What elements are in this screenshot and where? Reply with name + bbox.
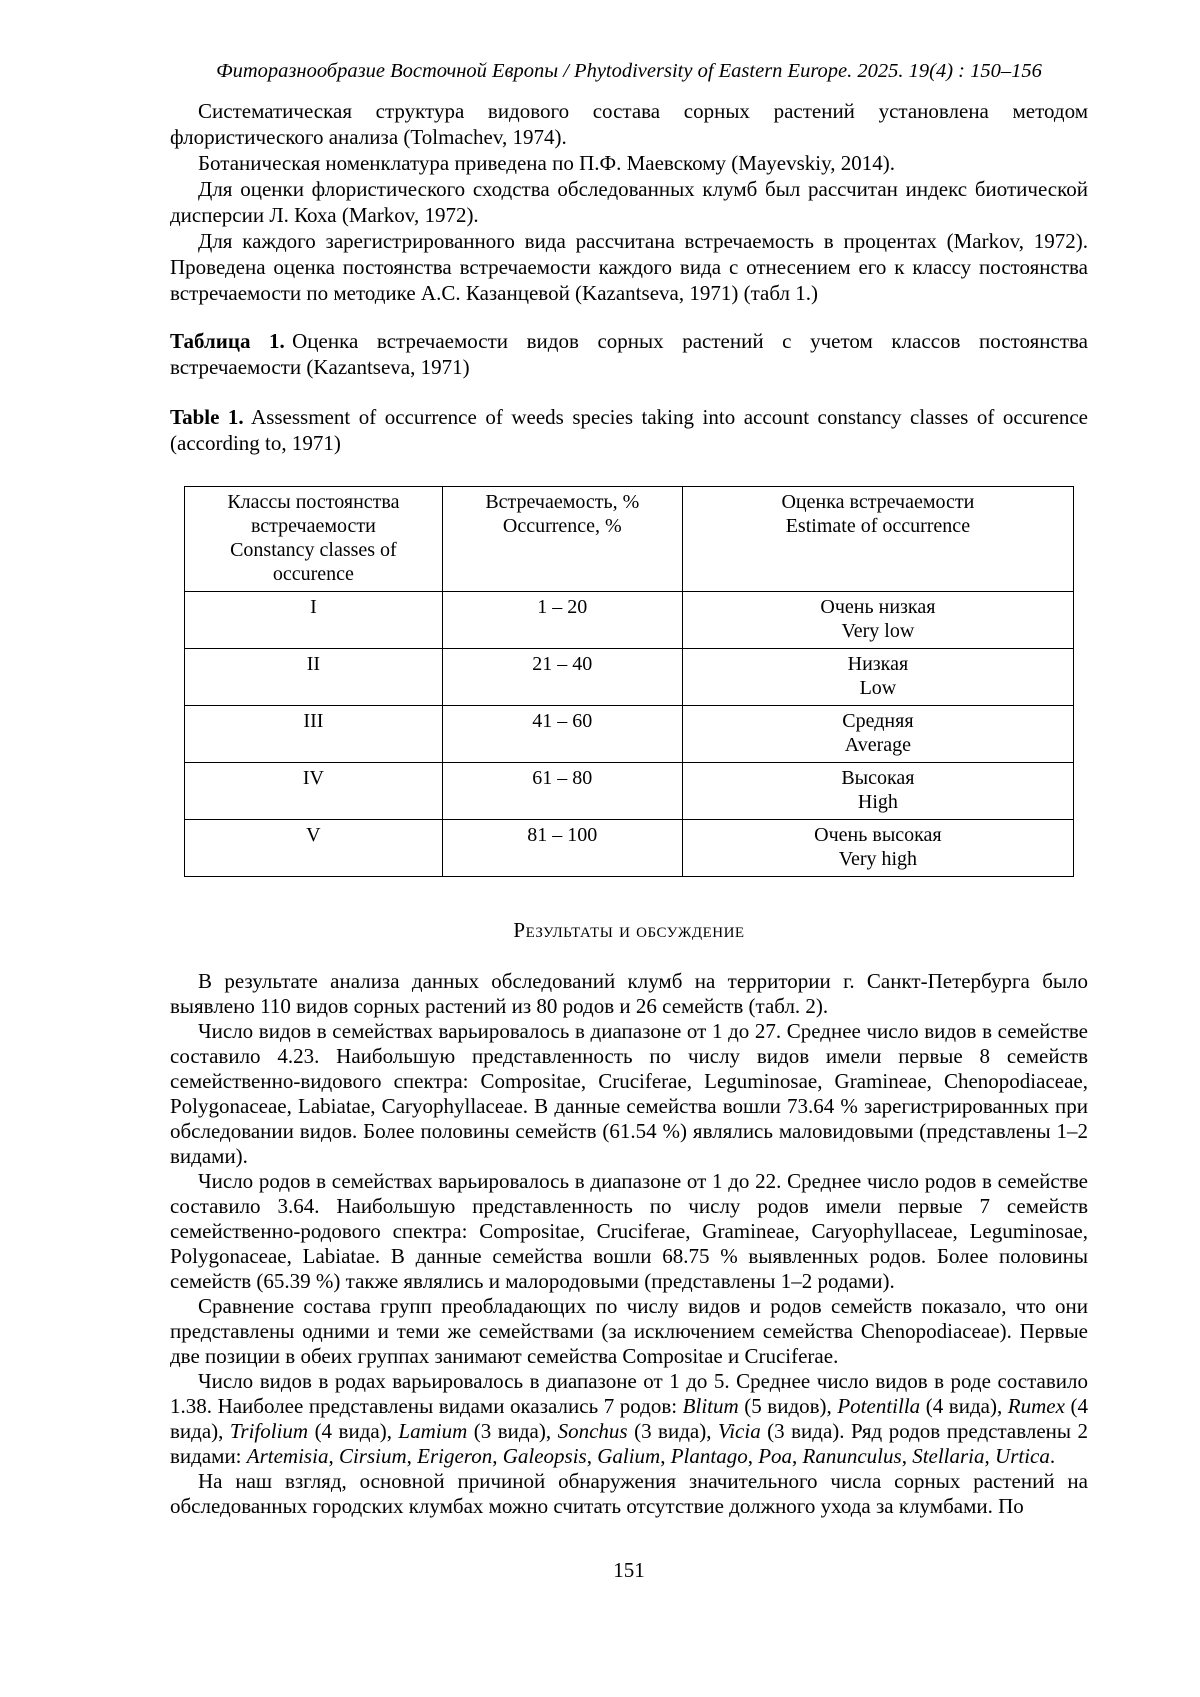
estimate-cell [682, 763, 1073, 820]
estimate-en: Average [844, 734, 912, 756]
estimate-cell [682, 820, 1073, 877]
header-estimate-ru: Оценка встречаемости [781, 491, 975, 513]
table-caption-ru-text: Оценка встречаемости видов сорных растений с учетом классов постоянства встречаемости (Kazantseva, 1971) [170, 329, 1088, 379]
header-constancy-classes-en: Constancy classes of occurence [230, 539, 397, 585]
estimate-ru: Очень высокая [814, 824, 942, 846]
paragraph-genera-per-family: Число родов в семействах варьировалось в диапазоне от 1 до 22. Среднее число родов в семействе составило 3.64. Наибольшую представленность по числу родов имели первые 7 семейств семейственно-родового спектра: Compositae, Cruciferae, Gramineae, Caryophyllaceae, Leguminosae, Polygonaceae, Labiatae. В данные семейства вошли 68.75 % выявленных родов. Более половины семейств (65.39 %) также являлись и малородовыми (представлены 1–2 родами). [170, 1169, 1088, 1293]
paragraph-species-per-family: Число видов в семействах варьировалось в диапазоне от 1 до 27. Среднее число видов в семействе составило 4.23. Наибольшую представленность по числу видов имели первые 8 семейств семейственно-видового спектра: Compositae, Cruciferae, Leguminosae, Gramineae, Chenopodiaceae, Polygonaceae, Labiatae, Caryophyllaceae. В данные семейства вошли 73.64 % зарегистрированных при обследовании видов. Более половины семейств (61.54 %) являлись маловидовыми (представлены 1–2 видами). [170, 1019, 1088, 1168]
estimate-cell [682, 706, 1073, 763]
table-row [185, 706, 1074, 763]
occurrence-range: 41 – 60 [442, 706, 682, 763]
table-header-row [185, 487, 1074, 592]
occurrence-range: 21 – 40 [442, 649, 682, 706]
running-head: Фиторазнообразие Восточной Европы / Phytodiversity of Eastern Europe. 2025. 19(4) : 150–156 [216, 60, 1042, 82]
estimate-ru: Очень низкая [820, 596, 936, 618]
paragraph-species-per-genus: Число видов в родах варьировалось в диапазоне от 1 до 5. Среднее число видов в роде составило 1.38. Наиболее представлены видами оказались 7 родов: Blitum (5 видов), Potentilla (4 вида), Rumex (4 вида), Trifolium (4 вида), Lamium (3 вида), Sonchus (3 вида), Vicia (3 вида). Ряд родов представлены 2 видами: Artemisia, Cirsium, Erigeron, Galeopsis, Galium, Plantago, Poa, Ranunculus, Stellaria, Urtica. [170, 1369, 1088, 1468]
paragraph-floristic-similarity: Для оценки флористического сходства обследованных клумб был рассчитан индекс биотической дисперсии Л. Коха (Markov, 1972). [170, 177, 1088, 227]
table-row [185, 763, 1074, 820]
header-occurrence-percent-en: Occurrence, % [502, 515, 622, 537]
class-label: II [185, 649, 443, 706]
table-caption-ru-label: Таблица 1. [170, 329, 285, 353]
table-caption-ru [170, 328, 1088, 380]
table-row [185, 592, 1074, 649]
paragraph-analysis-summary: В результате анализа данных обследований клумб на территории г. Санкт-Петербурга было выявлено 110 видов сорных растений из 80 родов и 26 семейств (табл. 2). [170, 969, 1088, 1018]
estimate-en: Low [859, 677, 897, 699]
table-caption-en [170, 404, 1088, 456]
occurrence-range: 1 – 20 [442, 592, 682, 649]
class-label: IV [185, 763, 443, 820]
header-occurrence-percent-ru: Встречаемость, % [485, 491, 640, 513]
class-label: III [185, 706, 443, 763]
class-label: I [185, 592, 443, 649]
paragraph-group-comparison: Сравнение состава групп преобладающих по числу видов и родов семейств показало, что они представлены одними и теми же семействами (за исключением семейства Chenopodiaceae). Первые две позиции в обеих группах занимают семейства Compositae и Cruciferae. [170, 1294, 1088, 1368]
table-row [185, 820, 1074, 877]
occurrence-range: 81 – 100 [442, 820, 682, 877]
occurrence-range: 61 – 80 [442, 763, 682, 820]
header-estimate-en: Estimate of occurrence [785, 515, 971, 537]
header-constancy-classes-ru: Классы постоянства встречаемости [227, 491, 400, 537]
section-heading-results: Результаты и обсуждение [513, 918, 745, 942]
header-constancy-classes [185, 487, 443, 592]
results-section [170, 917, 1088, 1519]
class-label: V [185, 820, 443, 877]
header-occurrence-percent [442, 487, 682, 592]
constancy-classes-table [184, 486, 1074, 877]
table-caption-en-label: Table 1. [170, 405, 244, 429]
table-caption-en-text: Assessment of occurrence of weeds species taking into account constancy classes of occurence (according to, 1971) [170, 405, 1088, 455]
table-row [185, 649, 1074, 706]
paragraph-nomenclature: Ботаническая номенклатура приведена по П.Ф. Маевскому (Mayevskiy, 2014). [198, 151, 895, 175]
estimate-cell [682, 649, 1073, 706]
paragraph-systematic-structure: Систематическая структура видового состава сорных растений установлена методом флористического анализа (Tolmachev, 1974). [170, 99, 1088, 149]
paragraph-occurrence-method: Для каждого зарегистрированного вида рассчитана встречаемость в процентах (Markov, 1972). Проведена оценка постоянства встречаемости каждого вида с отнесением его к классу постоянства встречаемости по методике А.С. Казанцевой (Kazantseva, 1971) (табл 1.) [170, 229, 1088, 305]
estimate-ru: Высокая [841, 767, 915, 789]
estimate-ru: Низкая [847, 653, 909, 675]
estimate-en: High [857, 791, 898, 813]
estimate-cell [682, 592, 1073, 649]
page-number: 151 [613, 1558, 645, 1582]
header-estimate [682, 487, 1073, 592]
paragraph-conclusion-start: На наш взгляд, основной причиной обнаружения значительного числа сорных растений на обследованных городских клумбах можно считать отсутствие должного ухода за клумбами. По [170, 1469, 1088, 1518]
estimate-en: Very low [841, 620, 915, 642]
estimate-en: Very high [838, 848, 918, 870]
estimate-ru: Средняя [842, 710, 914, 732]
